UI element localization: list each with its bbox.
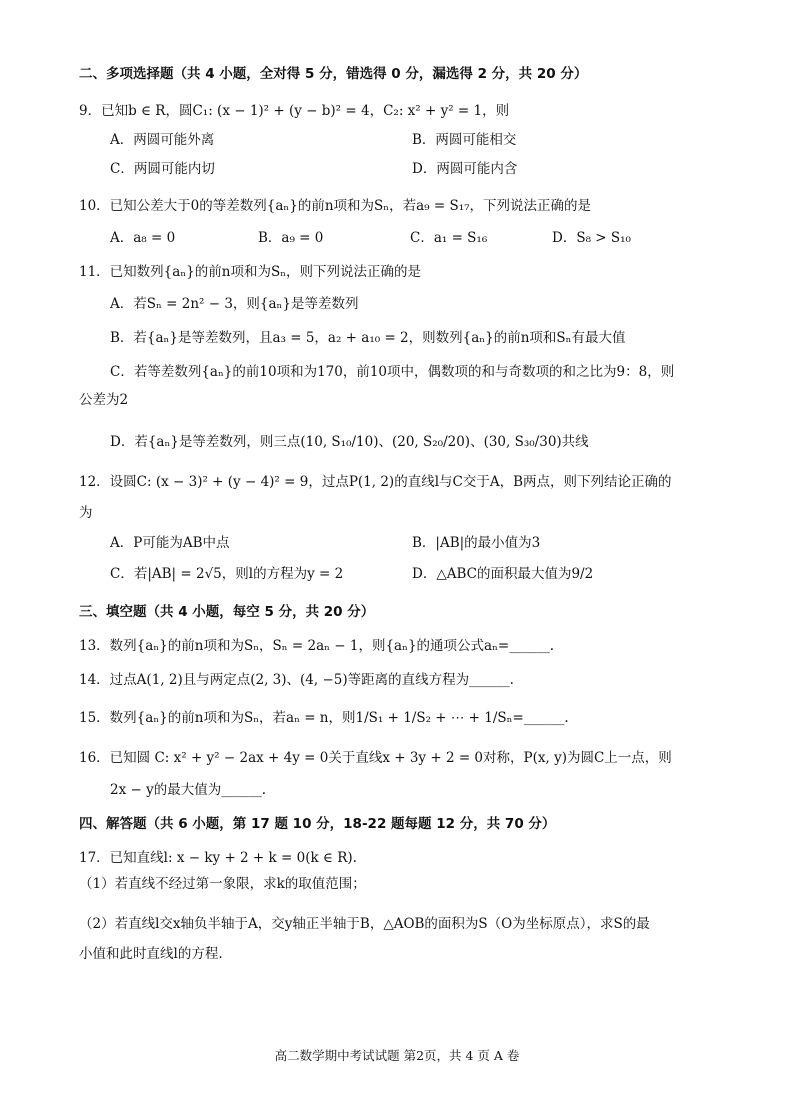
- q11-option-c-line2: 公差为2: [79, 392, 129, 408]
- section2-heading: 二、多项选择题（共 4 小题，全对得 5 分，错选得 0 分，漏选得 2 分，共 20 分）: [79, 66, 588, 82]
- q10-option-c: C．a₁ = S₁₆: [410, 230, 488, 246]
- q12-option-b: B．|AB|的最小值为3: [412, 535, 541, 551]
- q17-part2-line2: 小值和此时直线l的方程.: [79, 946, 223, 962]
- q16-text-line2: 2x − y的最大值为______.: [110, 782, 267, 798]
- q13-text: 13．数列{aₙ}的前n项和为Sₙ，Sₙ = 2aₙ − 1，则{aₙ}的通项公式aₙ=______.: [79, 638, 555, 654]
- q11-option-d: D．若{aₙ}是等差数列，则三点(10, S₁₀/10)、(20, S₂₀/20)、(30, S₃₀/30)共线: [110, 434, 589, 450]
- q10-option-b: B．a₉ = 0: [258, 230, 324, 246]
- q12-stem-line1: 12．设圆C: (x − 3)² + (y − 4)² = 9，过点P(1, 2)的直线l与C交于A，B两点，则下列结论正确的: [79, 474, 672, 490]
- q16-text-line1: 16．已知圆 C: x² + y² − 2ax + 4y = 0关于直线x + 3y + 2 = 0对称，P(x, y)为圆C上一点，则: [79, 750, 672, 766]
- q17-stem: 17．已知直线l: x − ky + 2 + k = 0(k ∈ R).: [79, 850, 357, 866]
- q9-stem: 9．已知b ∈ R，圆C₁: (x − 1)² + (y − b)² = 4，C₂: x² + y² = 1，则: [79, 103, 510, 119]
- q9-option-d: D．两圆可能内含: [412, 161, 518, 177]
- q12-option-c: C．若|AB| = 2√5，则l的方程为y = 2: [110, 566, 344, 582]
- page-footer: 高二数学期中考试试题 第2页，共 4 页 A 卷: [274, 1048, 520, 1063]
- q14-text: 14．过点A(1, 2)且与两定点(2, 3)、(4, −5)等距离的直线方程为______.: [79, 672, 514, 688]
- q12-option-a: A．P可能为AB中点: [110, 535, 230, 551]
- q17-part2-line1: （2）若直线l交x轴负半轴于A，交y轴正半轴于B，△AOB的面积为S（O为坐标原点），求S的最: [79, 916, 650, 932]
- q9-option-c: C．两圆可能内切: [110, 161, 215, 177]
- q9-option-a: A．两圆可能外离: [110, 132, 215, 148]
- q11-option-b: B．若{aₙ}是等差数列，且a₃ = 5，a₂ + a₁₀ = 2，则数列{aₙ}的前n项和Sₙ有最大值: [110, 330, 626, 346]
- q17-part1: （1）若直线不经过第一象限，求k的取值范围；: [79, 876, 366, 892]
- section4-heading: 四、解答题（共 6 小题，第 17 题 10 分，18-22 题每题 12 分，共 70 分）: [79, 816, 556, 832]
- q12-option-d: D．△ABC的面积最大值为9/2: [412, 566, 594, 582]
- q15-text: 15．数列{aₙ}的前n项和为Sₙ，若aₙ = n，则1/S₁ + 1/S₂ + ⋯ + 1/Sₙ=______.: [79, 710, 569, 726]
- q10-option-d: D．S₈ > S₁₀: [552, 230, 631, 246]
- section3-heading: 三、填空题（共 4 小题，每空 5 分，共 20 分）: [79, 604, 375, 620]
- q10-option-a: A．a₈ = 0: [110, 230, 176, 246]
- q10-stem: 10．已知公差大于0的等差数列{aₙ}的前n项和为Sₙ，若a₉ = S₁₇，下列说法正确的是: [79, 198, 592, 214]
- q11-option-a: A．若Sₙ = 2n² − 3，则{aₙ}是等差数列: [110, 296, 359, 312]
- q9-option-b: B．两圆可能相交: [412, 132, 517, 148]
- q12-stem-line2: 为: [79, 505, 93, 521]
- q11-option-c-line1: C．若等差数列{aₙ}的前10项和为170，前10项中，偶数项的和与奇数项的和之比为9：8，则: [110, 364, 675, 380]
- q11-stem: 11．已知数列{aₙ}的前n项和为Sₙ，则下列说法正确的是: [79, 264, 422, 280]
